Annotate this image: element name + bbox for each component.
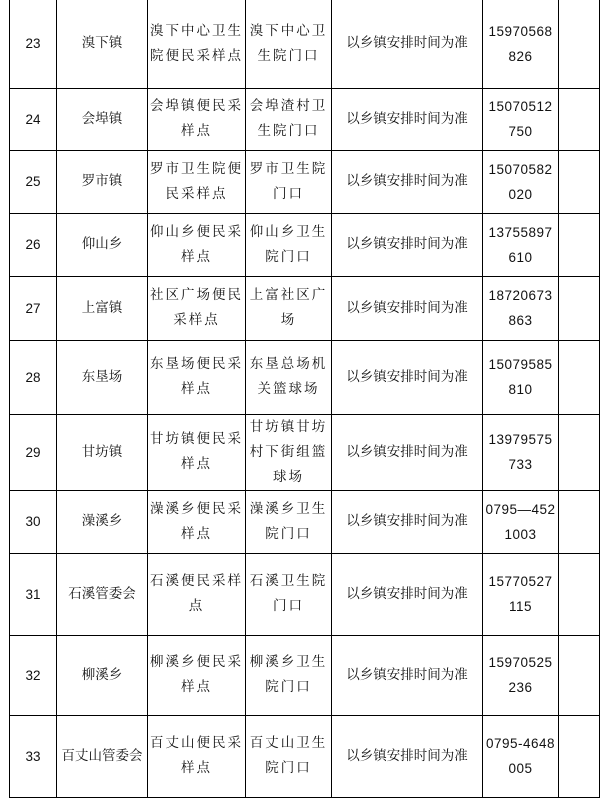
blank-cell <box>559 150 600 213</box>
table-row <box>10 490 600 553</box>
row-number: 26 <box>10 213 57 276</box>
blank-cell <box>559 635 600 715</box>
town-name: 东垦场 <box>57 340 148 414</box>
row-number: 31 <box>10 553 57 635</box>
contact-phone: 0795—4521003 <box>483 490 559 553</box>
blank-cell <box>559 414 600 490</box>
site-location: 罗市卫生院门口 <box>246 150 332 213</box>
table-row <box>10 715 600 797</box>
blank-cell <box>559 490 600 553</box>
site-location: 仰山乡卫生院门口 <box>246 213 332 276</box>
row-number: 32 <box>10 635 57 715</box>
town-name: 甘坊镇 <box>57 414 148 490</box>
site-location <box>246 88 332 150</box>
row-number: 33 <box>10 715 57 797</box>
town-name: 会埠镇 <box>57 88 148 150</box>
sampling-time: 以乡镇安排时间为准 <box>332 213 483 276</box>
sampling-site: 澡溪乡便民采样点 <box>148 490 246 553</box>
row-number: 30 <box>10 490 57 553</box>
sampling-time: 以乡镇安排时间为准 <box>332 490 483 553</box>
row-number: 28 <box>10 340 57 414</box>
site-location: 柳溪乡卫生院门口 <box>246 635 332 715</box>
town-name: 百丈山管委会 <box>57 715 148 797</box>
sampling-time: 以乡镇安排时间为准 <box>332 88 483 150</box>
table-row <box>10 414 600 490</box>
row-number: 27 <box>10 276 57 340</box>
contact-phone: 15770527115 <box>483 553 559 635</box>
town-name: 柳溪乡 <box>57 635 148 715</box>
sampling-time: 以乡镇安排时间为准 <box>332 0 483 88</box>
table-row <box>10 150 600 213</box>
site-location <box>246 340 332 414</box>
row-number: 24 <box>10 88 57 150</box>
contact-phone: 18720673863 <box>483 276 559 340</box>
sampling-time: 以乡镇安排时间为准 <box>332 150 483 213</box>
town-name: 溴下镇 <box>57 0 148 88</box>
site-location: 上富社区广场 <box>246 276 332 340</box>
site-location: 甘坊镇甘坊村下街组篮球场 <box>246 414 332 490</box>
table-row <box>10 0 600 88</box>
site-location: 石溪卫生院门口 <box>246 553 332 635</box>
site-location-text: 东垦总场机关篮球场 <box>249 356 328 397</box>
sampling-time: 以乡镇安排时间为准 <box>332 340 483 414</box>
contact-phone: 15070512750 <box>483 88 559 150</box>
town-name: 上富镇 <box>57 276 148 340</box>
table-row <box>10 553 600 635</box>
town-name: 石溪管委会 <box>57 553 148 635</box>
sampling-time: 以乡镇安排时间为准 <box>332 553 483 635</box>
table-row <box>10 213 600 276</box>
sampling-site: 东垦场便民采样点 <box>148 340 246 414</box>
table-row <box>10 276 600 340</box>
site-location: 澡溪乡卫生院门口 <box>246 490 332 553</box>
contact-phone: 15070582020 <box>483 150 559 213</box>
sampling-time: 以乡镇安排时间为准 <box>332 635 483 715</box>
contact-phone: 13979575733 <box>483 414 559 490</box>
row-number: 25 <box>10 150 57 213</box>
sampling-time: 以乡镇安排时间为准 <box>332 414 483 490</box>
contact-phone: 15970525236 <box>483 635 559 715</box>
sampling-site: 溴下中心卫生院便民采样点 <box>148 0 246 88</box>
sampling-site: 石溪便民采样点 <box>148 553 246 635</box>
contact-phone: 0795-4648005 <box>483 715 559 797</box>
sampling-site: 柳溪乡便民采样点 <box>148 635 246 715</box>
table-row <box>10 635 600 715</box>
blank-cell <box>559 715 600 797</box>
sampling-site: 甘坊镇便民采样点 <box>148 414 246 490</box>
sampling-site: 百丈山便民采样点 <box>148 715 246 797</box>
town-name: 澡溪乡 <box>57 490 148 553</box>
blank-cell <box>559 213 600 276</box>
contact-phone: 15079585810 <box>483 340 559 414</box>
contact-phone: 13755897610 <box>483 213 559 276</box>
contact-phone: 15970568826 <box>483 0 559 88</box>
sampling-site-table <box>9 0 600 798</box>
blank-cell <box>559 0 600 88</box>
table-row <box>10 340 600 414</box>
town-name: 罗市镇 <box>57 150 148 213</box>
row-number: 23 <box>10 0 57 88</box>
site-location-text: 会埠渣村卫生院门口 <box>249 98 328 139</box>
table-row <box>10 88 600 150</box>
sampling-site: 罗市卫生院便民采样点 <box>148 150 246 213</box>
sampling-site: 会埠镇便民采样点 <box>148 88 246 150</box>
blank-cell <box>559 340 600 414</box>
sampling-site: 社区广场便民采样点 <box>148 276 246 340</box>
blank-cell <box>559 553 600 635</box>
blank-cell <box>559 88 600 150</box>
site-location: 溴下中心卫生院门口 <box>246 0 332 88</box>
blank-cell <box>559 276 600 340</box>
row-number: 29 <box>10 414 57 490</box>
town-name: 仰山乡 <box>57 213 148 276</box>
sampling-time: 以乡镇安排时间为准 <box>332 715 483 797</box>
sampling-time: 以乡镇安排时间为准 <box>332 276 483 340</box>
sampling-site: 仰山乡便民采样点 <box>148 213 246 276</box>
site-location: 百丈山卫生院门口 <box>246 715 332 797</box>
